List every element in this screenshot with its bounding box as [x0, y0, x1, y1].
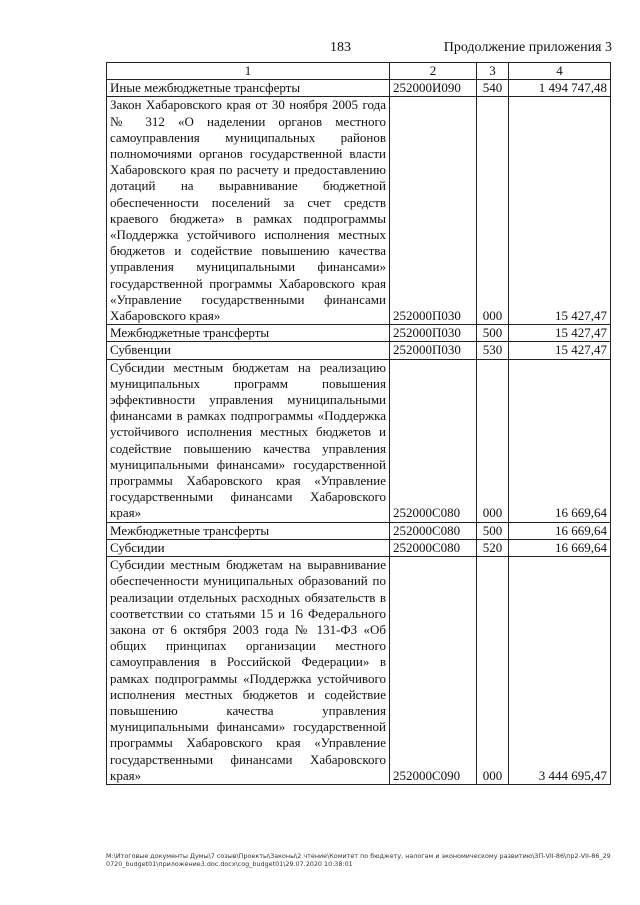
table-row: [107, 342, 611, 359]
row-code: 252000И090: [390, 80, 477, 97]
row-code: 252000С090: [390, 557, 477, 785]
table-row: [107, 97, 611, 325]
page-number: 183: [330, 40, 351, 55]
column-number: 1: [107, 63, 390, 80]
row-expense-type: 000: [477, 359, 509, 522]
table-row: [107, 359, 611, 522]
row-name: Субсидии: [107, 539, 390, 556]
row-code: 252000П030: [390, 325, 477, 342]
budget-table: [106, 62, 611, 785]
row-name: Иные межбюджетные трансферты: [107, 80, 390, 97]
column-number: 2: [390, 63, 477, 80]
row-name: Субвенции: [107, 342, 390, 359]
file-path-footer: M:\Итоговые документы Думы\7 созыв\Проекты\Законы\2 чтение\Комитет по бюджету, налогам и экономическому развитию\ЗП-VII-86\пр2-VII-86_290720_budget01\приложение3.doc.docx\cog_budget01\29.07.2020 10:38:01: [106, 852, 611, 868]
row-expense-type: 530: [477, 342, 509, 359]
table-row: [107, 539, 611, 556]
row-code: 252000С080: [390, 539, 477, 556]
row-expense-type: 000: [477, 97, 509, 325]
row-name: Закон Хабаровского края от 30 ноября 2005 года № 312 «О наделении органов местного самоуправления муниципальных районов полномочиями органов государственной власти Хабаровского края по расчету и предоставлению дотаций на выравнивание бюджетной обеспеченности поселений за счет средств краевого бюджета» в рамках подпрограммы «Поддержка устойчивого исполнения местных бюджетов и содействие повышению качества управления муниципальными финансами» государственной программы Хабаровского края «Управление государственными финансами Хабаровского края»: [107, 97, 390, 325]
row-amount: 16 669,64: [509, 359, 611, 522]
row-amount: 16 669,64: [509, 539, 611, 556]
row-name: Субсидии местным бюджетам на реализацию муниципальных программ повышения эффективности управления муниципальными финансами в рамках подпрограммы «Поддержка устойчивого исполнения местных бюджетов и содействие повышению качества управления муниципальными финансами» государственной программы Хабаровского края «Управление государственными финансами Хабаровского края»: [107, 359, 390, 522]
table-row: [107, 557, 611, 785]
row-expense-type: 500: [477, 325, 509, 342]
row-name: Субсидии местным бюджетам на выравнивание обеспеченности муниципальных образований по реализации отдельных расходных обязательств в соответствии со статьями 15 и 16 Федерального закона от 6 октября 2003 года № 131-ФЗ «Об общих принципах организации местного самоуправления в Российской Федерации» в рамках подпрограммы «Поддержка устойчивого исполнения местных бюджетов и содействие повышению качества управления муниципальными финансами» государственной программы Хабаровского края «Управление государственными финансами Хабаровского края»: [107, 557, 390, 785]
row-expense-type: 540: [477, 80, 509, 97]
table-row: [107, 522, 611, 539]
column-number-row: [107, 63, 611, 80]
column-number: 4: [509, 63, 611, 80]
continuation-label: Продолжение приложения 3: [443, 40, 612, 55]
row-amount: 15 427,47: [509, 342, 611, 359]
row-code: 252000С080: [390, 359, 477, 522]
row-code: 252000П030: [390, 97, 477, 325]
row-code: 252000П030: [390, 342, 477, 359]
row-code: 252000С080: [390, 522, 477, 539]
row-expense-type: 520: [477, 539, 509, 556]
row-amount: 15 427,47: [509, 325, 611, 342]
table-row: [107, 80, 611, 97]
row-expense-type: 500: [477, 522, 509, 539]
table-row: [107, 325, 611, 342]
row-amount: 16 669,64: [509, 522, 611, 539]
row-amount: 3 444 695,47: [509, 557, 611, 785]
row-expense-type: 000: [477, 557, 509, 785]
row-amount: 15 427,47: [509, 97, 611, 325]
row-name: Межбюджетные трансферты: [107, 522, 390, 539]
column-number: 3: [477, 63, 509, 80]
row-amount: 1 494 747,48: [509, 80, 611, 97]
row-name: Межбюджетные трансферты: [107, 325, 390, 342]
